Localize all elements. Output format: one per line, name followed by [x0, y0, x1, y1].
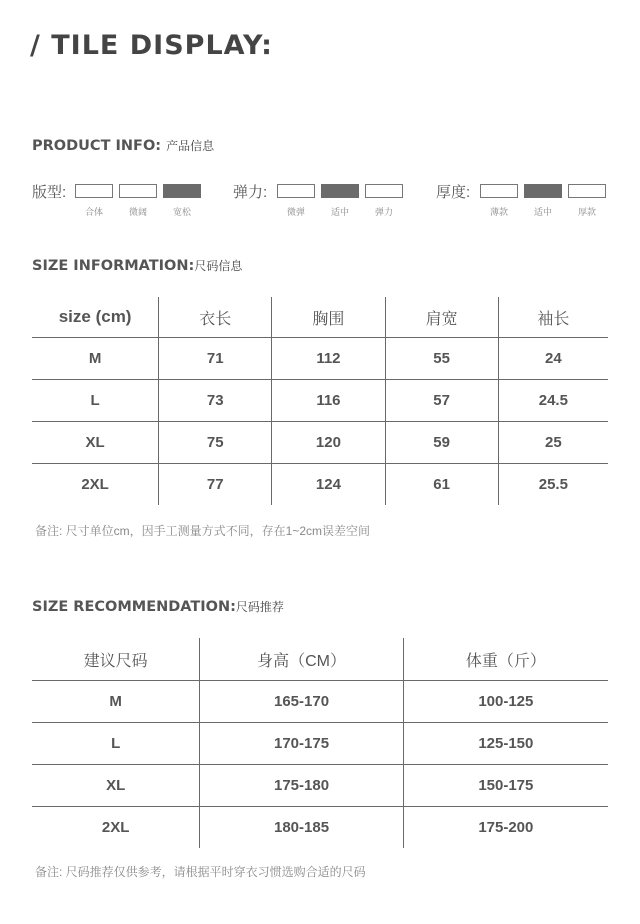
size-recommendation-heading-en: SIZE RECOMMENDATION:: [32, 599, 236, 615]
thickness-option-box: [568, 184, 606, 198]
table-row: [32, 338, 608, 380]
fit-option-caption: 微阔: [128, 207, 147, 217]
table-cell: 116: [272, 380, 385, 422]
table-cell: 170-175: [200, 723, 403, 765]
table-cell: 55: [385, 338, 498, 380]
table-cell: 175-200: [403, 807, 608, 849]
table-row: [32, 464, 608, 506]
table-cell: 24: [498, 338, 608, 380]
table-cell: M: [32, 338, 159, 380]
table-cell: L: [32, 723, 200, 765]
table-cell: 180-185: [200, 807, 403, 849]
column-header: 建议尺码: [32, 638, 200, 681]
size-info-heading-en: SIZE INFORMATION:: [32, 258, 195, 274]
table-cell: 71: [159, 338, 272, 380]
table-cell: 100-125: [403, 681, 608, 723]
column-header: 体重（斤）: [403, 638, 608, 681]
table-cell: 124: [272, 464, 385, 506]
table-header-row: [32, 638, 608, 681]
table-cell: 73: [159, 380, 272, 422]
thickness-option-box: [524, 184, 562, 198]
product-info-heading-cn: 产品信息: [166, 139, 215, 153]
page-title: / TILE DISPLAY:: [30, 30, 273, 61]
table-cell: 2XL: [101, 819, 130, 836]
table-cell: L: [32, 380, 159, 422]
stretch-label: 弹力:: [233, 184, 268, 201]
thickness-option-caption: 薄款: [489, 207, 508, 217]
table-cell: M: [32, 681, 200, 723]
column-header: 衣长: [159, 297, 272, 338]
stretch-option-box: [365, 184, 403, 198]
table-cell: 120: [272, 422, 385, 464]
size-information-table: [32, 297, 608, 505]
table-row: [32, 765, 608, 807]
table-cell: 112: [272, 338, 385, 380]
stretch-option-caption: 适中: [330, 207, 349, 217]
table-row: [32, 681, 608, 723]
table-row: [32, 807, 608, 849]
table-cell: 25: [498, 422, 608, 464]
table-row: [32, 723, 608, 765]
fit-option-caption: 宽松: [172, 207, 191, 217]
fit-option-box: [75, 184, 113, 198]
fit-option-box: [119, 184, 157, 198]
table-cell: 61: [385, 464, 498, 506]
table-cell: XL: [32, 765, 200, 807]
column-header: 身高（CM）: [200, 638, 403, 681]
size-info-note: 备注: 尺寸单位cm，因手工测量方式不同，存在1~2cm误差空间: [35, 524, 371, 538]
table-cell: 2XL: [81, 476, 109, 493]
table-cell: 150-175: [403, 765, 608, 807]
table-cell: 25.5: [498, 464, 608, 506]
table-cell: 75: [159, 422, 272, 464]
table-row: [32, 380, 608, 422]
table-cell: 175-180: [200, 765, 403, 807]
table-header-row: [32, 297, 608, 338]
size-info-heading-cn: 尺码信息: [194, 259, 243, 273]
fit-label: 版型:: [32, 184, 67, 201]
table-row: [32, 422, 608, 464]
column-header: 胸围: [272, 297, 385, 338]
thickness-option-caption: 适中: [533, 207, 552, 217]
product-info-heading: [32, 137, 214, 154]
thickness-option-box: [480, 184, 518, 198]
fit-option-box: [163, 184, 201, 198]
table-cell: 165-170: [200, 681, 403, 723]
product-info-heading-en: PRODUCT INFO:: [32, 138, 162, 154]
table-cell: 57: [385, 380, 498, 422]
size-info-heading: [32, 257, 242, 274]
thickness-option-caption: 厚款: [577, 207, 596, 217]
table-cell: XL: [32, 422, 159, 464]
table-cell: 59: [385, 422, 498, 464]
size-recommendation-note: 备注: 尺码推荐仅供参考，请根据平时穿衣习惯选购合适的尺码: [35, 865, 366, 879]
column-header: size (cm): [32, 297, 159, 338]
size-recommendation-heading: [32, 598, 284, 615]
stretch-option-box: [321, 184, 359, 198]
stretch-option-box: [277, 184, 315, 198]
size-recommendation-heading-cn: 尺码推荐: [235, 600, 284, 614]
table-cell: 24.5: [498, 380, 608, 422]
stretch-option-caption: 微弹: [286, 207, 305, 217]
fit-option-caption: 合体: [84, 207, 103, 217]
table-cell: 77: [159, 464, 272, 506]
column-header: 肩宽: [385, 297, 498, 338]
table-cell: 125-150: [403, 723, 608, 765]
column-header: 袖长: [498, 297, 608, 338]
stretch-option-caption: 弹力: [374, 207, 393, 217]
size-recommendation-table: [32, 638, 608, 848]
thickness-label: 厚度:: [436, 184, 471, 201]
